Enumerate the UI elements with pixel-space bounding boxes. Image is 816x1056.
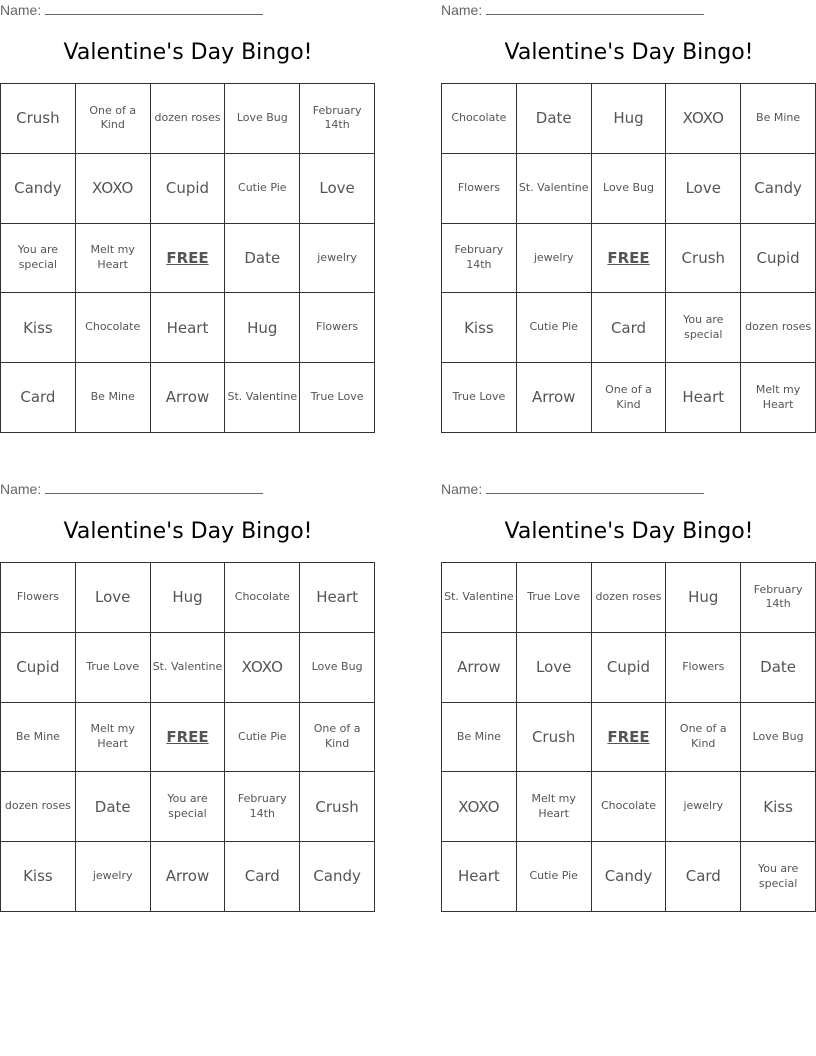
bingo-cell: Arrow <box>442 633 517 703</box>
bingo-cell: Card <box>666 842 741 912</box>
bingo-cell: St. Valentine <box>151 633 226 703</box>
bingo-cell: One of a Kind <box>592 363 667 433</box>
bingo-cell: jewelry <box>76 842 151 912</box>
bingo-cell: Heart <box>442 842 517 912</box>
bingo-cell: Chocolate <box>76 293 151 363</box>
bingo-cell: Melt my Heart <box>741 363 816 433</box>
bingo-cell: Kiss <box>741 772 816 842</box>
name-label: Name: <box>441 2 483 18</box>
bingo-cell: Cutie Pie <box>517 842 592 912</box>
bingo-cell: Cutie Pie <box>517 293 592 363</box>
bingo-cell: Be Mine <box>741 84 816 154</box>
bingo-cell: You are special <box>741 842 816 912</box>
bingo-cell: Love Bug <box>225 84 300 154</box>
bingo-cell: Arrow <box>151 363 226 433</box>
bingo-cell: Chocolate <box>442 84 517 154</box>
bingo-cell: February 14th <box>741 563 816 633</box>
bingo-cell: jewelry <box>517 224 592 294</box>
bingo-cell: You are special <box>1 224 76 294</box>
bingo-cell: Be Mine <box>76 363 151 433</box>
bingo-cell: Kiss <box>1 842 76 912</box>
bingo-cell: Kiss <box>1 293 76 363</box>
bingo-cell: Kiss <box>442 293 517 363</box>
card-title: Valentine's Day Bingo! <box>504 40 754 65</box>
bingo-cell: Melt my Heart <box>517 772 592 842</box>
bingo-cell: Card <box>592 293 667 363</box>
bingo-cell: dozen roses <box>741 293 816 363</box>
free-space-cell: FREE <box>151 703 226 773</box>
bingo-cell: Date <box>76 772 151 842</box>
bingo-cell: dozen roses <box>151 84 226 154</box>
bingo-cell: Hug <box>666 563 741 633</box>
bingo-cell: Love <box>666 154 741 224</box>
bingo-grid <box>441 562 816 912</box>
bingo-cell: Heart <box>300 563 375 633</box>
bingo-cell: Cutie Pie <box>225 703 300 773</box>
bingo-cell: St. Valentine <box>442 563 517 633</box>
card-title: Valentine's Day Bingo! <box>63 519 313 544</box>
name-label: Name: <box>0 481 42 497</box>
bingo-cell: dozen roses <box>1 772 76 842</box>
bingo-cell: Card <box>1 363 76 433</box>
bingo-cell: One of a Kind <box>76 84 151 154</box>
bingo-grid <box>0 83 375 433</box>
bingo-grid <box>0 562 375 912</box>
bingo-cell: Crush <box>300 772 375 842</box>
bingo-cell: One of a Kind <box>666 703 741 773</box>
name-field <box>441 2 704 18</box>
bingo-cell: Chocolate <box>592 772 667 842</box>
bingo-cell: Love Bug <box>300 633 375 703</box>
bingo-cell: XOXO <box>666 84 741 154</box>
bingo-cell: jewelry <box>300 224 375 294</box>
bingo-cell: Love Bug <box>592 154 667 224</box>
bingo-cell: dozen roses <box>592 563 667 633</box>
free-space-cell: FREE <box>592 703 667 773</box>
bingo-cell: You are special <box>666 293 741 363</box>
bingo-grid <box>441 83 816 433</box>
bingo-cell: Candy <box>300 842 375 912</box>
bingo-cell: True Love <box>300 363 375 433</box>
name-underline <box>45 2 263 15</box>
bingo-cell: Cupid <box>592 633 667 703</box>
bingo-cell: Hug <box>151 563 226 633</box>
bingo-cell: Flowers <box>1 563 76 633</box>
bingo-cell: Melt my Heart <box>76 224 151 294</box>
bingo-cell: Cupid <box>1 633 76 703</box>
bingo-cell: February 14th <box>225 772 300 842</box>
bingo-cell: True Love <box>442 363 517 433</box>
name-underline <box>45 481 263 494</box>
card-title: Valentine's Day Bingo! <box>504 519 754 544</box>
bingo-cell: Candy <box>1 154 76 224</box>
card-title: Valentine's Day Bingo! <box>63 40 313 65</box>
bingo-cell: True Love <box>517 563 592 633</box>
bingo-cell: XOXO <box>225 633 300 703</box>
bingo-cell: Crush <box>517 703 592 773</box>
bingo-cell: Love <box>76 563 151 633</box>
bingo-cell: Heart <box>151 293 226 363</box>
bingo-cell: St. Valentine <box>225 363 300 433</box>
bingo-cell: February 14th <box>442 224 517 294</box>
bingo-cell: Hug <box>225 293 300 363</box>
bingo-cell: jewelry <box>666 772 741 842</box>
bingo-cell: XOXO <box>76 154 151 224</box>
name-field <box>0 2 263 18</box>
name-label: Name: <box>441 481 483 497</box>
bingo-cell: Crush <box>1 84 76 154</box>
bingo-cell: Candy <box>592 842 667 912</box>
bingo-cell: Flowers <box>442 154 517 224</box>
name-field <box>441 481 704 497</box>
free-space-cell: FREE <box>151 224 226 294</box>
bingo-cell: Love <box>300 154 375 224</box>
bingo-cell: Cupid <box>151 154 226 224</box>
bingo-cell: Love <box>517 633 592 703</box>
name-underline <box>486 2 704 15</box>
bingo-cell: Arrow <box>517 363 592 433</box>
bingo-cell: XOXO <box>442 772 517 842</box>
bingo-cell: Be Mine <box>442 703 517 773</box>
bingo-cell: One of a Kind <box>300 703 375 773</box>
bingo-cell: Cutie Pie <box>225 154 300 224</box>
name-field <box>0 481 263 497</box>
bingo-cell: Date <box>741 633 816 703</box>
bingo-cell: Date <box>517 84 592 154</box>
bingo-cell: February 14th <box>300 84 375 154</box>
name-underline <box>486 481 704 494</box>
bingo-cell: Flowers <box>300 293 375 363</box>
name-label: Name: <box>0 2 42 18</box>
bingo-cell: You are special <box>151 772 226 842</box>
bingo-cell: True Love <box>76 633 151 703</box>
bingo-cell: Be Mine <box>1 703 76 773</box>
bingo-cell: Cupid <box>741 224 816 294</box>
bingo-cell: Date <box>225 224 300 294</box>
bingo-cell: Heart <box>666 363 741 433</box>
bingo-cell: Love Bug <box>741 703 816 773</box>
bingo-cell: Arrow <box>151 842 226 912</box>
bingo-cell: Melt my Heart <box>76 703 151 773</box>
bingo-cell: Crush <box>666 224 741 294</box>
bingo-cell: Chocolate <box>225 563 300 633</box>
bingo-cell: Card <box>225 842 300 912</box>
bingo-cell: Hug <box>592 84 667 154</box>
free-space-cell: FREE <box>592 224 667 294</box>
bingo-cell: St. Valentine <box>517 154 592 224</box>
bingo-cell: Candy <box>741 154 816 224</box>
bingo-cell: Flowers <box>666 633 741 703</box>
